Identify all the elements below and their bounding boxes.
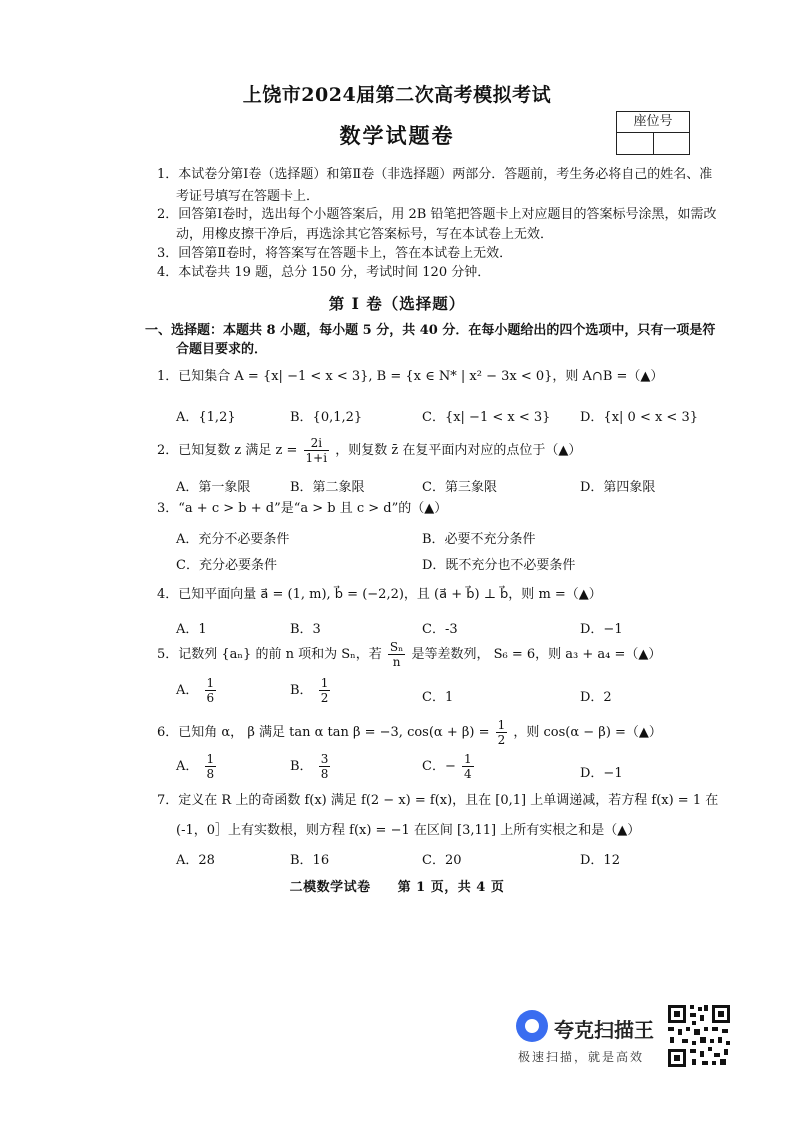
q5-option-a-num: 1 — [206, 676, 215, 690]
q7-option-b: B．16 — [290, 853, 330, 868]
q6-option-c-den: 4 — [463, 767, 472, 781]
q1-option-b: B．{0,1,2} — [290, 410, 363, 425]
q5-fraction-numerator: Sₙ — [389, 640, 404, 654]
question-7-stem-cont: (-1，0］上有实数根，则方程 f(x) = −1 在区间 [3,11] 上所有实根之和是（▲） — [176, 823, 641, 838]
question-2-stem — [157, 436, 581, 465]
page-footer: 二模数学试卷 第 1 页，共 4 页 — [289, 880, 505, 895]
q7-option-d: D．12 — [580, 853, 620, 868]
question-4-stem: 4．已知平面向量 a⃗ = (1, m), b⃗ = (−2,2)，且 (a⃗ + b⃗) ⊥ b⃗，则 m =（▲） — [157, 587, 602, 602]
q1-option-d: D．{x| 0 < x < 3} — [580, 410, 698, 425]
seat-number-label: 座位号 — [617, 112, 689, 133]
q6-option-a-den: 8 — [206, 767, 215, 781]
q6-option-b-fraction — [319, 752, 331, 781]
q2-option-a: A．第一象限 — [176, 480, 251, 495]
q6-option-b — [290, 752, 332, 781]
q5-option-a — [176, 676, 218, 705]
q2-fraction-numerator: 2i — [304, 436, 330, 451]
scanner-logo-icon — [516, 1010, 548, 1042]
exam-title: 上饶市2024届第二次高考模拟考试 — [242, 84, 552, 106]
q5-option-b — [290, 676, 332, 705]
q4-option-c: C．-3 — [422, 622, 458, 637]
q6-fraction-numerator: 1 — [497, 718, 506, 732]
q2-stem-end: ，则复数 z̄ 在复平面内对应的点位于（▲） — [335, 443, 582, 458]
q6-option-c — [422, 752, 476, 781]
q4-option-a: A．1 — [176, 622, 207, 637]
q4-option-b: B．3 — [290, 622, 321, 637]
question-1-stem: 1．已知集合 A = {x| −1 < x < 3}, B = {x ∈ N* | x² − 3x < 0}，则 A∩B =（▲） — [157, 369, 664, 384]
q2-stem-start: 2．已知复数 z 满足 z = — [157, 443, 298, 458]
q3-option-c: C．充分必要条件 — [176, 558, 277, 573]
section-intro-cont: 合题目要求的． — [176, 342, 268, 357]
scanner-brand-name: 夸克扫描王 — [554, 1018, 654, 1042]
question-6-stem — [157, 718, 662, 747]
q3-option-b: B．必要不充分条件 — [422, 532, 536, 547]
q5-option-a-fraction — [205, 676, 217, 705]
q3-option-a: A．充分不必要条件 — [176, 532, 290, 547]
q3-option-d: D．既不充分也不必要条件 — [422, 558, 576, 573]
question-3-stem: 3．“a + c > b + d”是“a > b 且 c > d”的（▲） — [157, 501, 448, 516]
instruction-line: 2．回答第Ⅰ卷时，选出每个小题答案后，用 2B 铅笔把答题卡上对应题目的答案标号涂黑，如需改 — [157, 207, 717, 222]
q7-option-a: A．28 — [176, 853, 215, 868]
q5-option-b-num: 1 — [320, 676, 329, 690]
q1-option-a: A．{1,2} — [176, 410, 236, 425]
q6-stem-end: ，则 cos(α − β) =（▲） — [513, 725, 662, 740]
exam-subtitle: 数学试题卷 — [339, 123, 455, 148]
q5-option-b-fraction — [319, 676, 331, 705]
seat-number-cell — [617, 133, 653, 154]
q6-option-c-fraction — [462, 752, 474, 781]
instruction-line: 1．本试卷分第Ⅰ卷（选择题）和第Ⅱ卷（非选择题）两部分．答题前，考生务必将自己的姓名、准 — [157, 167, 713, 182]
q2-option-b: B．第二象限 — [290, 480, 365, 495]
q7-option-c: C．20 — [422, 853, 462, 868]
q6-option-b-den: 8 — [320, 767, 329, 781]
instruction-line: 考证号填写在答题卡上． — [176, 189, 320, 204]
q5-option-d: D．2 — [580, 690, 612, 705]
question-5-stem — [157, 640, 661, 669]
q5-option-b-label: B． — [290, 683, 313, 698]
seat-number-box — [616, 111, 690, 155]
q6-option-c-label: C．− — [422, 759, 456, 774]
q1-option-c: C．{x| −1 < x < 3} — [422, 410, 551, 425]
q6-stem-start: 6．已知角 α， β 满足 tan α tan β = −3, cos(α + β) = — [157, 725, 490, 740]
q5-fraction — [388, 640, 405, 669]
q2-option-c: C．第三象限 — [422, 480, 497, 495]
scanner-brand-slogan: 极速扫描，就是高效 — [518, 1050, 645, 1064]
q5-option-a-den: 6 — [206, 691, 215, 705]
q2-fraction-denominator: 1+i — [305, 451, 328, 465]
question-7-stem: 7．定义在 R 上的奇函数 f(x) 满足 f(2 − x) = f(x)，且在 [0,1] 上单调递减，若方程 f(x) = 1 在 — [157, 793, 719, 808]
q5-option-c: C．1 — [422, 690, 454, 705]
q2-fraction — [304, 436, 330, 465]
seat-number-cell — [653, 133, 690, 154]
instruction-line: 4．本试卷共 19 题，总分 150 分，考试时间 120 分钟． — [157, 265, 491, 280]
q6-option-d: D．−1 — [580, 766, 623, 781]
q6-option-b-label: B． — [290, 759, 313, 774]
q6-option-a-fraction — [205, 752, 217, 781]
q6-option-a-label: A． — [176, 759, 199, 774]
q4-option-d: D．−1 — [580, 622, 623, 637]
q5-stem-end: 是等差数列， S₆ = 6，则 a₃ + a₄ =（▲） — [411, 647, 662, 662]
instruction-line: 动，用橡皮擦干净后，再选涂其它答案标号，写在本试卷上无效． — [176, 227, 554, 242]
q6-option-a — [176, 752, 218, 781]
q5-option-a-label: A． — [176, 683, 199, 698]
q6-option-b-num: 3 — [320, 752, 329, 766]
q6-option-a-num: 1 — [206, 752, 215, 766]
q6-fraction — [496, 718, 508, 747]
instruction-line: 3．回答第Ⅱ卷时，将答案写在答题卡上，答在本试卷上无效． — [157, 246, 513, 261]
qr-code-icon — [666, 1003, 732, 1069]
q2-option-d: D．第四象限 — [580, 480, 656, 495]
q5-stem-start: 5．记数列 {aₙ} 的前 n 项和为 Sₙ，若 — [157, 647, 382, 662]
q6-option-c-num: 1 — [463, 752, 472, 766]
q5-fraction-denominator: n — [392, 655, 401, 669]
q6-fraction-denominator: 2 — [497, 733, 506, 747]
section-intro: 一、选择题：本题共 8 小题，每小题 5 分，共 40 分．在每小题给出的四个选项中，只有一项是符 — [145, 323, 716, 338]
section-title: 第 Ⅰ 卷（选择题） — [328, 294, 466, 313]
q5-option-b-den: 2 — [320, 691, 329, 705]
